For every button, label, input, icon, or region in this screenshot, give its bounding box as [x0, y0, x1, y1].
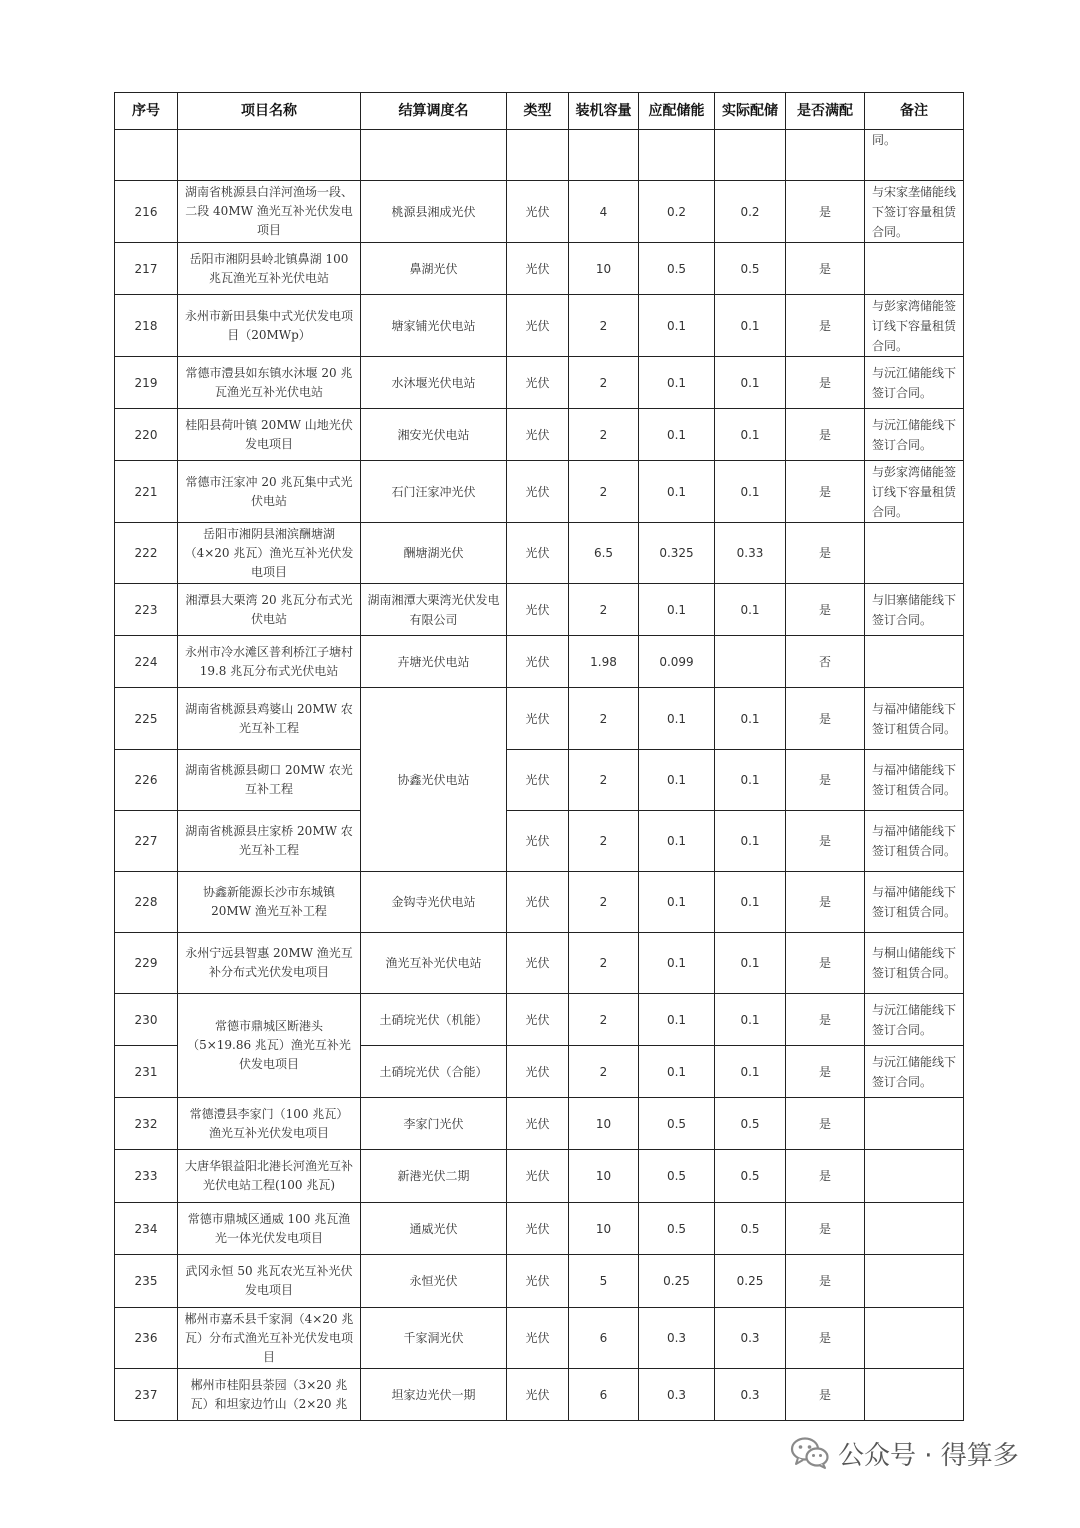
- table-row: [115, 1150, 964, 1203]
- cell-capacity: 2: [569, 811, 639, 872]
- header-project-name: 项目名称: [178, 93, 361, 130]
- table-row: [115, 872, 964, 933]
- cell-project-name: 湖南省桃源县白洋河渔场一段、二段 40MW 渔光互补光伏发电项目: [178, 181, 361, 243]
- cell-capacity: 2: [569, 295, 639, 357]
- cell-required: 0.1: [639, 357, 715, 409]
- cell-type: 光伏: [507, 994, 569, 1046]
- cell-capacity: 2: [569, 357, 639, 409]
- cell-type: 光伏: [507, 181, 569, 243]
- table-row: [115, 933, 964, 994]
- cell-project-name: 永州市冷水滩区普利桥江子塘村 19.8 兆瓦分布式光伏电站: [178, 636, 361, 688]
- header-fully-configured: 是否满配: [786, 93, 865, 130]
- cell-full: 是: [786, 409, 865, 461]
- cell-full: 是: [786, 1098, 865, 1150]
- cell-remark: 与福冲储能线下签订租赁合同。: [865, 688, 964, 750]
- cell-capacity: 10: [569, 1098, 639, 1150]
- cell-full: 是: [786, 295, 865, 357]
- cell-required: 0.1: [639, 872, 715, 933]
- cell-required: 0.099: [639, 636, 715, 688]
- cell-remark: 与福冲储能线下签订租赁合同。: [865, 750, 964, 811]
- cell-type: 光伏: [507, 1203, 569, 1255]
- cell-project-name: 常德澧县李家门（100 兆瓦）渔光互补光伏发电项目: [178, 1098, 361, 1150]
- wechat-watermark: [790, 1428, 1019, 1478]
- cell-required: 0.1: [639, 750, 715, 811]
- cell-type: 光伏: [507, 750, 569, 811]
- cell-capacity: 2: [569, 872, 639, 933]
- cell-full: 是: [786, 1150, 865, 1203]
- cell-remark: 与宋家垄储能线下签订容量租赁合同。: [865, 181, 964, 243]
- cell-full: 是: [786, 994, 865, 1046]
- cell-type: 光伏: [507, 688, 569, 750]
- cell-type: 光伏: [507, 409, 569, 461]
- cell-dispatch-name: 千家洞光伏: [361, 1308, 507, 1369]
- cell-actual: 0.33: [715, 523, 786, 584]
- cell-project-name: 桂阳县荷叶镇 20MW 山地光伏发电项目: [178, 409, 361, 461]
- remark-cell: 同。: [865, 130, 964, 181]
- table-row: [115, 811, 964, 872]
- cell-required: 0.1: [639, 295, 715, 357]
- cell-remark: 与福冲储能线下签订租赁合同。: [865, 811, 964, 872]
- cell-actual: [715, 636, 786, 688]
- cell-actual: 0.5: [715, 1098, 786, 1150]
- cell-project-name: 湖南省桃源县砌口 20MW 农光互补工程: [178, 750, 361, 811]
- cell-capacity: 2: [569, 994, 639, 1046]
- cell-full: 是: [786, 811, 865, 872]
- cell-type: 光伏: [507, 584, 569, 636]
- cell-capacity: 2: [569, 584, 639, 636]
- table-row: [115, 1203, 964, 1255]
- cell-project-name: 永州市新田县集中式光伏发电项目（20MWp）: [178, 295, 361, 357]
- cell-actual: 0.2: [715, 181, 786, 243]
- cell-capacity: 2: [569, 750, 639, 811]
- header-required-storage: 应配储能: [639, 93, 715, 130]
- cell-remark: [865, 1308, 964, 1369]
- cell-type: 光伏: [507, 1098, 569, 1150]
- table-row: [115, 409, 964, 461]
- cell-required: 0.5: [639, 1098, 715, 1150]
- cell-dispatch-name: 桃源县湘成光伏: [361, 181, 507, 243]
- cell-actual: 0.1: [715, 357, 786, 409]
- cell-no: 223: [115, 584, 178, 636]
- cell-no: 228: [115, 872, 178, 933]
- cell-project-name: 常德市汪家冲 20 兆瓦集中式光伏电站: [178, 461, 361, 523]
- cell-remark: [865, 1150, 964, 1203]
- cell-type: 光伏: [507, 1255, 569, 1308]
- cell-project-name: 常德市鼎城区通威 100 兆瓦渔光一体光伏发电项目: [178, 1203, 361, 1255]
- cell-full: 是: [786, 1369, 865, 1421]
- cell-actual: 0.1: [715, 872, 786, 933]
- header-no: 序号: [115, 93, 178, 130]
- cell-required: 0.1: [639, 811, 715, 872]
- cell-capacity: 6.5: [569, 523, 639, 584]
- cell-capacity: 2: [569, 1046, 639, 1098]
- table-row: [115, 1098, 964, 1150]
- table-row: [115, 357, 964, 409]
- cell-full: 是: [786, 933, 865, 994]
- cell-dispatch-name: 李家门光伏: [361, 1098, 507, 1150]
- cell-remark: 与沅江储能线下签订合同。: [865, 1046, 964, 1098]
- cell-actual: 0.1: [715, 295, 786, 357]
- cell-remark: [865, 1098, 964, 1150]
- cell-no: 221: [115, 461, 178, 523]
- data-table: [114, 92, 964, 1421]
- cell-dispatch-name: 湖南湘潭大栗湾光伏发电有限公司: [361, 584, 507, 636]
- cell-project-name: 湖南省桃源县鸡婆山 20MW 农光互补工程: [178, 688, 361, 750]
- cell-dispatch-name: 坦家边光伏一期: [361, 1369, 507, 1421]
- cell-capacity: 6: [569, 1369, 639, 1421]
- cell-required: 0.5: [639, 243, 715, 295]
- cell-required: 0.1: [639, 584, 715, 636]
- cell-required: 0.2: [639, 181, 715, 243]
- cell-dispatch-name: 渔光互补光伏电站: [361, 933, 507, 994]
- cell-required: 0.25: [639, 1255, 715, 1308]
- cell-actual: 0.1: [715, 994, 786, 1046]
- cell-required: 0.1: [639, 994, 715, 1046]
- cell-type: 光伏: [507, 461, 569, 523]
- table-row: [115, 636, 964, 688]
- cell-actual: 0.1: [715, 811, 786, 872]
- cell-full: 是: [786, 461, 865, 523]
- cell-capacity: 1.98: [569, 636, 639, 688]
- cell-remark: [865, 636, 964, 688]
- cell-remark: 与桐山储能线下签订租赁合同。: [865, 933, 964, 994]
- table-row: [115, 994, 964, 1046]
- cell-capacity: 6: [569, 1308, 639, 1369]
- cell-dispatch-name: 塘家铺光伏电站: [361, 295, 507, 357]
- cell-remark: 与旧寨储能线下签订合同。: [865, 584, 964, 636]
- cell-no: 231: [115, 1046, 178, 1098]
- cell-no: 237: [115, 1369, 178, 1421]
- cell-required: 0.325: [639, 523, 715, 584]
- cell-required: 0.5: [639, 1150, 715, 1203]
- cell-project-name: 湖南省桃源县庄家桥 20MW 农光互补工程: [178, 811, 361, 872]
- cell-project-name: 协鑫新能源长沙市东城镇 20MW 渔光互补工程: [178, 872, 361, 933]
- cell-type: 光伏: [507, 1150, 569, 1203]
- table-row: [115, 1308, 964, 1369]
- cell-remark: 与福冲储能线下签订租赁合同。: [865, 872, 964, 933]
- table-row: [115, 584, 964, 636]
- cell-type: 光伏: [507, 1308, 569, 1369]
- cell-type: 光伏: [507, 295, 569, 357]
- cell-no: 222: [115, 523, 178, 584]
- cell-required: 0.1: [639, 933, 715, 994]
- cell-required: 0.3: [639, 1308, 715, 1369]
- cell-full: 是: [786, 584, 865, 636]
- cell-type: 光伏: [507, 636, 569, 688]
- cell-dispatch-name: 湘安光伏电站: [361, 409, 507, 461]
- cell-capacity: 10: [569, 243, 639, 295]
- cell-dispatch-name: 土硝垸光伏（机能）: [361, 994, 507, 1046]
- cell-type: 光伏: [507, 523, 569, 584]
- cell-no: 234: [115, 1203, 178, 1255]
- cell-capacity: 4: [569, 181, 639, 243]
- cell-no: 235: [115, 1255, 178, 1308]
- cell-no: 227: [115, 811, 178, 872]
- table-row: [115, 523, 964, 584]
- cell-type: 光伏: [507, 1046, 569, 1098]
- cell-type: 光伏: [507, 243, 569, 295]
- table-row: [115, 295, 964, 357]
- cell-actual: 0.5: [715, 1203, 786, 1255]
- cell-capacity: 10: [569, 1150, 639, 1203]
- cell-type: 光伏: [507, 357, 569, 409]
- table-row-continuation: [115, 130, 964, 181]
- cell-project-name: 岳阳市湘阴县湘滨酬塘湖（4×20 兆瓦）渔光互补光伏发电项目: [178, 523, 361, 584]
- cell-actual: 0.1: [715, 933, 786, 994]
- cell-dispatch-name: 金钩寺光伏电站: [361, 872, 507, 933]
- cell-dispatch-name: 水沐堰光伏电站: [361, 357, 507, 409]
- cell-remark: [865, 523, 964, 584]
- cell-no: 229: [115, 933, 178, 994]
- cell-required: 0.5: [639, 1203, 715, 1255]
- cell-required: 0.1: [639, 461, 715, 523]
- cell-dispatch-name: 鼻湖光伏: [361, 243, 507, 295]
- cell-remark: [865, 1369, 964, 1421]
- cell-remark: [865, 243, 964, 295]
- cell-remark: 与沅江储能线下签订合同。: [865, 994, 964, 1046]
- table-row: [115, 1369, 964, 1421]
- cell-dispatch-name: 新港光伏二期: [361, 1150, 507, 1203]
- header-capacity: 装机容量: [569, 93, 639, 130]
- table-row: [115, 688, 964, 750]
- cell-actual: 0.5: [715, 1150, 786, 1203]
- cell-project-name: 常德市鼎城区断港头（5×19.86 兆瓦）渔光互补光伏发电项目: [178, 994, 361, 1098]
- header-dispatch-name: 结算调度名: [361, 93, 507, 130]
- cell-required: 0.1: [639, 1046, 715, 1098]
- cell-no: 236: [115, 1308, 178, 1369]
- cell-capacity: 2: [569, 461, 639, 523]
- cell-actual: 0.1: [715, 461, 786, 523]
- cell-full: 是: [786, 181, 865, 243]
- cell-no: 225: [115, 688, 178, 750]
- cell-full: 是: [786, 523, 865, 584]
- cell-dispatch-name: 土硝垸光伏（合能）: [361, 1046, 507, 1098]
- cell-project-name: 常德市澧县如东镇水沐堰 20 兆瓦渔光互补光伏电站: [178, 357, 361, 409]
- cell-full: 是: [786, 243, 865, 295]
- cell-no: 218: [115, 295, 178, 357]
- account-name: 公众号 · 得算多: [838, 1440, 1019, 1471]
- cell-full: 是: [786, 1308, 865, 1369]
- cell-type: 光伏: [507, 811, 569, 872]
- cell-dispatch-name: 协鑫光伏电站: [361, 688, 507, 872]
- cell-actual: 0.1: [715, 1046, 786, 1098]
- cell-actual: 0.1: [715, 688, 786, 750]
- cell-no: 233: [115, 1150, 178, 1203]
- cell-remark: 与沅江储能线下签订合同。: [865, 357, 964, 409]
- cell-project-name: 岳阳市湘阴县岭北镇鼻湖 100 兆瓦渔光互补光伏电站: [178, 243, 361, 295]
- cell-full: 是: [786, 357, 865, 409]
- cell-no: 224: [115, 636, 178, 688]
- cell-actual: 0.1: [715, 584, 786, 636]
- cell-remark: 与彭家湾储能签订线下容量租赁合同。: [865, 295, 964, 357]
- cell-remark: 与沅江储能线下签订合同。: [865, 409, 964, 461]
- cell-actual: 0.1: [715, 409, 786, 461]
- table-row: [115, 243, 964, 295]
- cell-actual: 0.25: [715, 1255, 786, 1308]
- cell-dispatch-name: 通威光伏: [361, 1203, 507, 1255]
- cell-capacity: 2: [569, 933, 639, 994]
- cell-type: 光伏: [507, 872, 569, 933]
- cell-dispatch-name: 永恒光伏: [361, 1255, 507, 1308]
- cell-capacity: 10: [569, 1203, 639, 1255]
- cell-required: 0.1: [639, 409, 715, 461]
- cell-required: 0.1: [639, 688, 715, 750]
- header-actual-storage: 实际配储: [715, 93, 786, 130]
- cell-no: 232: [115, 1098, 178, 1150]
- cell-full: 是: [786, 688, 865, 750]
- cell-project-name: 大唐华银益阳北港长河渔光互补光伏电站工程(100 兆瓦): [178, 1150, 361, 1203]
- cell-type: 光伏: [507, 933, 569, 994]
- cell-no: 219: [115, 357, 178, 409]
- cell-capacity: 2: [569, 409, 639, 461]
- cell-full: 是: [786, 1046, 865, 1098]
- cell-actual: 0.3: [715, 1308, 786, 1369]
- cell-dispatch-name: 石门汪家冲光伏: [361, 461, 507, 523]
- cell-no: 226: [115, 750, 178, 811]
- table-row: [115, 181, 964, 243]
- cell-no: 220: [115, 409, 178, 461]
- cell-remark: 与彭家湾储能签订线下容量租赁合同。: [865, 461, 964, 523]
- cell-full: 否: [786, 636, 865, 688]
- cell-actual: 0.5: [715, 243, 786, 295]
- cell-project-name: 永州宁远县智惠 20MW 渔光互补分布式光伏发电项目: [178, 933, 361, 994]
- header-remarks: 备注: [865, 93, 964, 130]
- header-type: 类型: [507, 93, 569, 130]
- cell-remark: [865, 1203, 964, 1255]
- cell-dispatch-name: 卉塘光伏电站: [361, 636, 507, 688]
- cell-no: 217: [115, 243, 178, 295]
- table-row: [115, 461, 964, 523]
- table-row: [115, 750, 964, 811]
- cell-actual: 0.3: [715, 1369, 786, 1421]
- cell-project-name: 武冈永恒 50 兆瓦农光互补光伏发电项目: [178, 1255, 361, 1308]
- cell-full: 是: [786, 1203, 865, 1255]
- cell-full: 是: [786, 872, 865, 933]
- cell-no: 216: [115, 181, 178, 243]
- cell-capacity: 2: [569, 688, 639, 750]
- cell-full: 是: [786, 1255, 865, 1308]
- cell-dispatch-name: 酬塘湖光伏: [361, 523, 507, 584]
- cell-full: 是: [786, 750, 865, 811]
- cell-type: 光伏: [507, 1369, 569, 1421]
- table-row: [115, 1255, 964, 1308]
- cell-required: 0.3: [639, 1369, 715, 1421]
- cell-project-name: 郴州市桂阳县荼园（3×20 兆瓦）和坦家边竹山（2×20 兆: [178, 1369, 361, 1421]
- wechat-icon: [790, 1436, 830, 1470]
- cell-capacity: 5: [569, 1255, 639, 1308]
- table-header-row: [115, 93, 964, 130]
- cell-no: 230: [115, 994, 178, 1046]
- cell-actual: 0.1: [715, 750, 786, 811]
- cell-project-name: 湘潭县大栗湾 20 兆瓦分布式光伏电站: [178, 584, 361, 636]
- cell-remark: [865, 1255, 964, 1308]
- cell-project-name: 郴州市嘉禾县千家洞（4×20 兆瓦）分布式渔光互补光伏发电项目: [178, 1308, 361, 1369]
